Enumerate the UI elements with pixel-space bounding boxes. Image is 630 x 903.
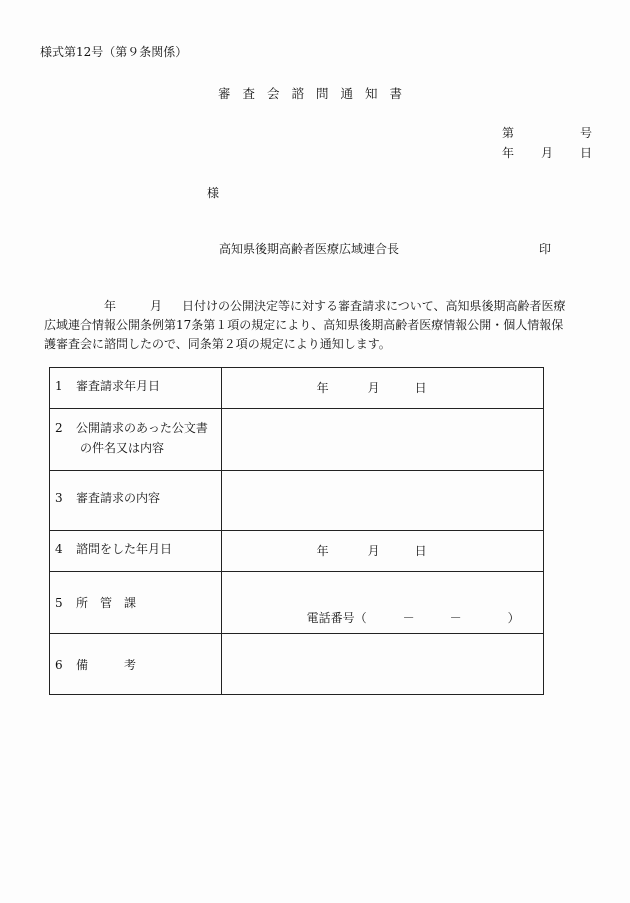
- date-day-label: 日: [580, 146, 593, 160]
- number-prefix: 第: [502, 126, 515, 140]
- value-cell: [221, 572, 543, 634]
- value-cell: [221, 409, 543, 471]
- phone-dash-1: －: [402, 611, 415, 625]
- body-line-3: 護審査会に諮問したので、同条第２項の規定により通知します。: [44, 337, 391, 351]
- row-number: 1: [55, 379, 63, 393]
- body-line-1: [64, 297, 594, 316]
- row-label: 公開請求のあった公文書: [76, 421, 208, 435]
- document-title: 審査会諮問通知書: [218, 86, 415, 101]
- body-line-2: 広域連合情報公開条例第17条第１項の規定により、高知県後期高齢者医療情報公開・個人情報保: [44, 318, 564, 332]
- row-label: 審査請求年月日: [76, 379, 161, 393]
- date-month: 月: [367, 544, 380, 558]
- label-cell: [50, 634, 222, 695]
- number-suffix: 号: [580, 126, 593, 140]
- date-day: 日: [414, 381, 427, 395]
- row-label: 諮問をした年月日: [76, 542, 173, 556]
- value-cell: [221, 634, 543, 695]
- label-cell: [50, 531, 222, 572]
- seal-mark: 印: [539, 242, 552, 256]
- table-row: [50, 471, 544, 531]
- date-day: 日: [414, 544, 427, 558]
- body-year: 年: [104, 299, 117, 313]
- row-number: 5: [55, 596, 63, 610]
- date-year: 年: [316, 544, 329, 558]
- row-number: 4: [55, 542, 63, 556]
- label-cell: [50, 409, 222, 471]
- label-cell: [50, 471, 222, 531]
- table-row: [50, 531, 544, 572]
- issuer-name: 高知県後期高齢者医療広域連合長: [219, 242, 400, 256]
- form-id: 様式第12号（第９条関係）: [40, 45, 188, 59]
- row-number: 2: [55, 421, 63, 435]
- row-label: 所 管 課: [76, 596, 137, 610]
- notice-table: [49, 367, 544, 695]
- row-label-line2: の件名又は内容: [80, 441, 165, 455]
- table-row: [50, 368, 544, 409]
- table-row: [50, 409, 544, 471]
- phone-close: ）: [507, 611, 520, 625]
- body-paragraph: [44, 297, 594, 354]
- date-month-label: 月: [541, 146, 554, 160]
- phone-dash-2: －: [449, 611, 462, 625]
- value-cell: [221, 368, 543, 409]
- date-month: 月: [367, 381, 380, 395]
- addressee-suffix: 様: [207, 186, 220, 200]
- label-cell: [50, 572, 222, 634]
- table-row: [50, 634, 544, 695]
- row-label: 審査請求の内容: [76, 491, 161, 505]
- table-row: [50, 572, 544, 634]
- body-line-1-text: 日付けの公開決定等に対する審査請求について、高知県後期高齢者医療: [182, 299, 566, 313]
- date-year-label: 年: [502, 146, 515, 160]
- date-year: 年: [316, 381, 329, 395]
- row-label: 備 考: [76, 658, 137, 672]
- body-month: 月: [150, 299, 163, 313]
- row-number: 6: [55, 658, 63, 672]
- value-cell: [221, 471, 543, 531]
- value-cell: [221, 531, 543, 572]
- row-number: 3: [55, 491, 63, 505]
- phone-label: 電話番号（: [306, 611, 367, 625]
- label-cell: [50, 368, 222, 409]
